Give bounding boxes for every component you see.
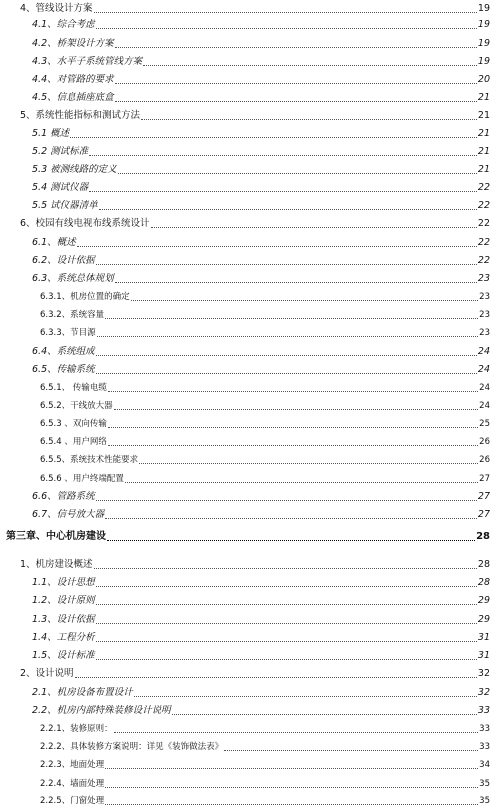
toc-entry-title: 4.3、水平子系统管线方案 <box>32 56 143 67</box>
toc-page-number: 22 <box>477 237 490 248</box>
toc-page-number: 27 <box>477 491 490 502</box>
toc-entry-title: 6.5.2、干线放大器 <box>40 401 113 411</box>
toc-entry-title: 6.5.3 、双向传输 <box>40 419 107 429</box>
toc-page-number: 24 <box>477 364 490 375</box>
toc-entry-title: 6.3.3、节目源 <box>40 328 96 338</box>
toc-page-number: 28 <box>477 577 490 588</box>
toc-entry-title: 第三章、中心机房建设 <box>6 531 106 542</box>
dot-leader <box>96 28 477 29</box>
toc-page-number: 23 <box>479 328 490 338</box>
toc-entry-title: 6.5.5、系统技术性能要求 <box>40 455 139 465</box>
toc-page-number: 24 <box>479 401 490 411</box>
toc-entry[interactable] <box>32 508 490 522</box>
toc-entry-title: 1.2、设计原则 <box>32 595 95 606</box>
toc-entry[interactable] <box>20 558 490 572</box>
toc-entry[interactable] <box>40 399 490 413</box>
dot-leader <box>96 623 477 624</box>
toc-page-number: 29 <box>477 614 490 625</box>
toc-page-number: 24 <box>477 346 490 357</box>
toc-page-number: 26 <box>479 455 490 465</box>
toc-entry[interactable] <box>20 109 490 123</box>
dot-leader <box>108 391 478 392</box>
toc-entry-title: 5.2 测试标准 <box>32 146 89 157</box>
toc-entry[interactable] <box>40 453 490 467</box>
dot-leader <box>96 641 477 642</box>
toc-entry[interactable] <box>32 145 490 159</box>
toc-page-number: 32 <box>477 668 490 679</box>
toc-page-number: 33 <box>477 705 490 716</box>
toc-page-number: 28 <box>477 559 490 570</box>
toc-page-number: 21 <box>477 164 490 175</box>
toc-entry-title: 2.2.5、门窗处理 <box>40 796 105 806</box>
dot-leader <box>224 750 478 751</box>
toc-entry[interactable] <box>40 381 490 395</box>
dot-leader <box>97 336 479 337</box>
toc-entry-title: 2.2.2、具体装修方案说明：详见《装饰做法表》 <box>40 742 224 752</box>
toc-entry[interactable] <box>32 631 490 645</box>
toc-entry[interactable] <box>40 417 490 431</box>
toc-entry[interactable] <box>40 472 490 486</box>
toc-entry-title: 6.2、设计依据 <box>32 255 95 266</box>
toc-entry[interactable] <box>32 363 490 377</box>
toc-entry[interactable] <box>32 594 490 608</box>
dot-leader <box>89 191 477 192</box>
dot-leader <box>105 787 478 788</box>
toc-entry[interactable] <box>32 704 490 718</box>
toc-entry-title: 1.5、设计标准 <box>32 650 95 661</box>
toc-entry[interactable] <box>32 649 490 663</box>
toc-entry[interactable] <box>32 91 490 105</box>
toc-entry[interactable] <box>32 18 490 32</box>
toc-page-number: 19 <box>477 38 490 49</box>
toc-entry-title: 6.5.1、 传输电缆 <box>40 383 107 393</box>
toc-entry[interactable] <box>32 199 490 213</box>
toc-entry-title: 1、机房建设概述 <box>20 559 93 570</box>
toc-chapter-entry[interactable] <box>6 530 490 544</box>
toc-entry[interactable] <box>32 254 490 268</box>
dot-leader <box>105 804 478 805</box>
toc-entry-title: 5.1 概述 <box>32 128 70 139</box>
toc-page-number: 20 <box>477 74 490 85</box>
toc-entry-title: 6.6、管路系统 <box>32 491 95 502</box>
dot-leader <box>105 318 478 319</box>
toc-entry-title: 5、系统性能指标和测试方法 <box>20 110 141 121</box>
dot-leader <box>105 518 477 519</box>
toc-entry-title: 6.7、信号放大器 <box>32 509 105 520</box>
toc-entry-title: 6、校园有线电视布线系统设计 <box>20 218 150 229</box>
dot-leader <box>94 12 477 13</box>
toc-page-number: 35 <box>479 796 490 806</box>
toc-page-number: 28 <box>476 531 490 542</box>
toc-entry[interactable] <box>32 181 490 195</box>
toc-entry[interactable] <box>20 667 490 681</box>
toc-entry[interactable] <box>40 722 490 736</box>
toc-page-number: 22 <box>477 255 490 266</box>
toc-page-number: 21 <box>477 146 490 157</box>
toc-page-number: 23 <box>479 292 490 302</box>
dot-leader <box>115 282 477 283</box>
dot-leader <box>94 568 477 569</box>
toc-page-number: 23 <box>477 273 490 284</box>
toc-page-number: 21 <box>477 128 490 139</box>
toc-entry[interactable] <box>20 217 490 231</box>
toc-page-number: 22 <box>477 182 490 193</box>
toc-entry-title: 6.3.1、机房位置的确定 <box>40 292 130 302</box>
dot-leader <box>114 732 479 733</box>
toc-entry-title: 6.5、传输系统 <box>32 364 95 375</box>
toc-entry[interactable] <box>32 55 490 69</box>
toc-entry[interactable] <box>40 435 490 449</box>
toc-entry[interactable] <box>32 272 490 286</box>
toc-page-number: 19 <box>477 19 490 30</box>
toc-page-number: 27 <box>477 509 490 520</box>
dot-leader <box>96 604 477 605</box>
toc-page-number: 21 <box>477 110 490 121</box>
toc-entry-title: 6.5.6 、用户终端配置 <box>40 474 124 484</box>
toc-page-number: 33 <box>479 724 490 734</box>
dot-leader <box>75 677 477 678</box>
toc-entry[interactable] <box>32 163 490 177</box>
toc-entry[interactable] <box>40 326 490 340</box>
dot-leader <box>118 173 477 174</box>
toc-entry[interactable] <box>40 777 490 791</box>
toc-entry-title: 4、管线设计方案 <box>20 3 93 14</box>
toc-page-number: 19 <box>477 56 490 67</box>
toc-entry-title: 2.1、机房设备布置设计 <box>32 687 133 698</box>
toc-entry-title: 2.2.3、地面处理 <box>40 760 105 770</box>
toc-entry-title: 6.3、系统总体规划 <box>32 273 114 284</box>
toc-page-number: 27 <box>479 474 490 484</box>
toc-page-number: 35 <box>479 779 490 789</box>
toc-page-number: 31 <box>477 650 490 661</box>
dot-leader <box>108 445 478 446</box>
toc-page-number: 34 <box>479 760 490 770</box>
toc-page-number: 21 <box>477 92 490 103</box>
toc-entry-title: 4.2、桥架设计方案 <box>32 38 114 49</box>
toc-entry[interactable] <box>32 37 490 51</box>
toc-entry-title: 5.4 测试仪器 <box>32 182 89 193</box>
toc-entry[interactable] <box>32 490 490 504</box>
toc-entry-title: 2.2.1、装修原则： <box>40 724 113 734</box>
toc-entry-title: 2.2、机房内部特殊装修设计说明 <box>32 705 171 716</box>
toc-entry-title: 4.1、综合考虑 <box>32 19 95 30</box>
toc-entry-title: 2.2.4、墙面处理 <box>40 779 105 789</box>
dot-leader <box>151 227 477 228</box>
toc-page-number: 24 <box>479 383 490 393</box>
toc-page-number: 22 <box>477 200 490 211</box>
toc-entry[interactable] <box>40 308 490 322</box>
toc-page-number: 33 <box>479 742 490 752</box>
toc-entry[interactable] <box>40 740 490 754</box>
dot-leader <box>96 373 477 374</box>
toc-page-number: 22 <box>477 218 490 229</box>
toc-entry-title: 2、设计说明 <box>20 668 74 679</box>
toc-entry-title: 6.1、概述 <box>32 237 76 248</box>
dot-leader <box>108 427 478 428</box>
toc-page-number: 32 <box>477 687 490 698</box>
dot-leader <box>115 47 477 48</box>
dot-leader <box>143 65 477 66</box>
toc-entry[interactable] <box>20 2 490 16</box>
toc-entry[interactable] <box>32 73 490 87</box>
toc-page-number: 31 <box>477 632 490 643</box>
toc-page-number: 23 <box>479 310 490 320</box>
toc-entry-title: 5.3 被测线路的定义 <box>32 164 117 175</box>
dot-leader <box>141 119 477 120</box>
toc-entry-title: 1.4、工程分析 <box>32 632 95 643</box>
toc-entry[interactable] <box>32 576 490 590</box>
toc-entry[interactable] <box>40 794 490 808</box>
dot-leader <box>115 101 477 102</box>
dot-leader <box>89 155 477 156</box>
dot-leader <box>131 300 479 301</box>
toc-entry[interactable] <box>32 686 490 700</box>
toc-entry-title: 4.4、对管路的要求 <box>32 74 114 85</box>
dot-leader <box>96 355 477 356</box>
toc-entry-title: 5.5 试仪器清单 <box>32 200 98 211</box>
toc-entry[interactable] <box>32 127 490 141</box>
toc-entry[interactable] <box>40 758 490 772</box>
toc-page-number: 25 <box>479 419 490 429</box>
toc-entry-title: 1.3、设计依据 <box>32 614 95 625</box>
toc-entry[interactable] <box>40 290 490 304</box>
toc-entry-title: 6.4、系统组成 <box>32 346 95 357</box>
toc-entry[interactable] <box>32 613 490 627</box>
toc-entry-title: 1.1、设计思想 <box>32 577 95 588</box>
dot-leader <box>70 137 477 138</box>
dot-leader <box>172 714 477 715</box>
dot-leader <box>105 768 478 769</box>
dot-leader <box>134 696 477 697</box>
dot-leader <box>107 540 475 541</box>
dot-leader <box>96 659 477 660</box>
dot-leader <box>77 246 477 247</box>
dot-leader <box>114 409 479 410</box>
dot-leader <box>96 500 477 501</box>
dot-leader <box>115 83 477 84</box>
toc-page-number: 19 <box>477 3 490 14</box>
toc-page-number: 26 <box>479 437 490 447</box>
toc-page-number: 29 <box>477 595 490 606</box>
dot-leader <box>125 482 478 483</box>
toc-entry[interactable] <box>32 345 490 359</box>
dot-leader <box>96 264 477 265</box>
dot-leader <box>99 209 477 210</box>
toc-entry-title: 6.3.2、系统容量 <box>40 310 105 320</box>
toc-entry[interactable] <box>32 236 490 250</box>
toc-entry-title: 6.5.4 、用户网络 <box>40 437 107 447</box>
toc-entry-title: 4.5、信息插座底盒 <box>32 92 114 103</box>
dot-leader <box>139 463 478 464</box>
dot-leader <box>96 586 477 587</box>
